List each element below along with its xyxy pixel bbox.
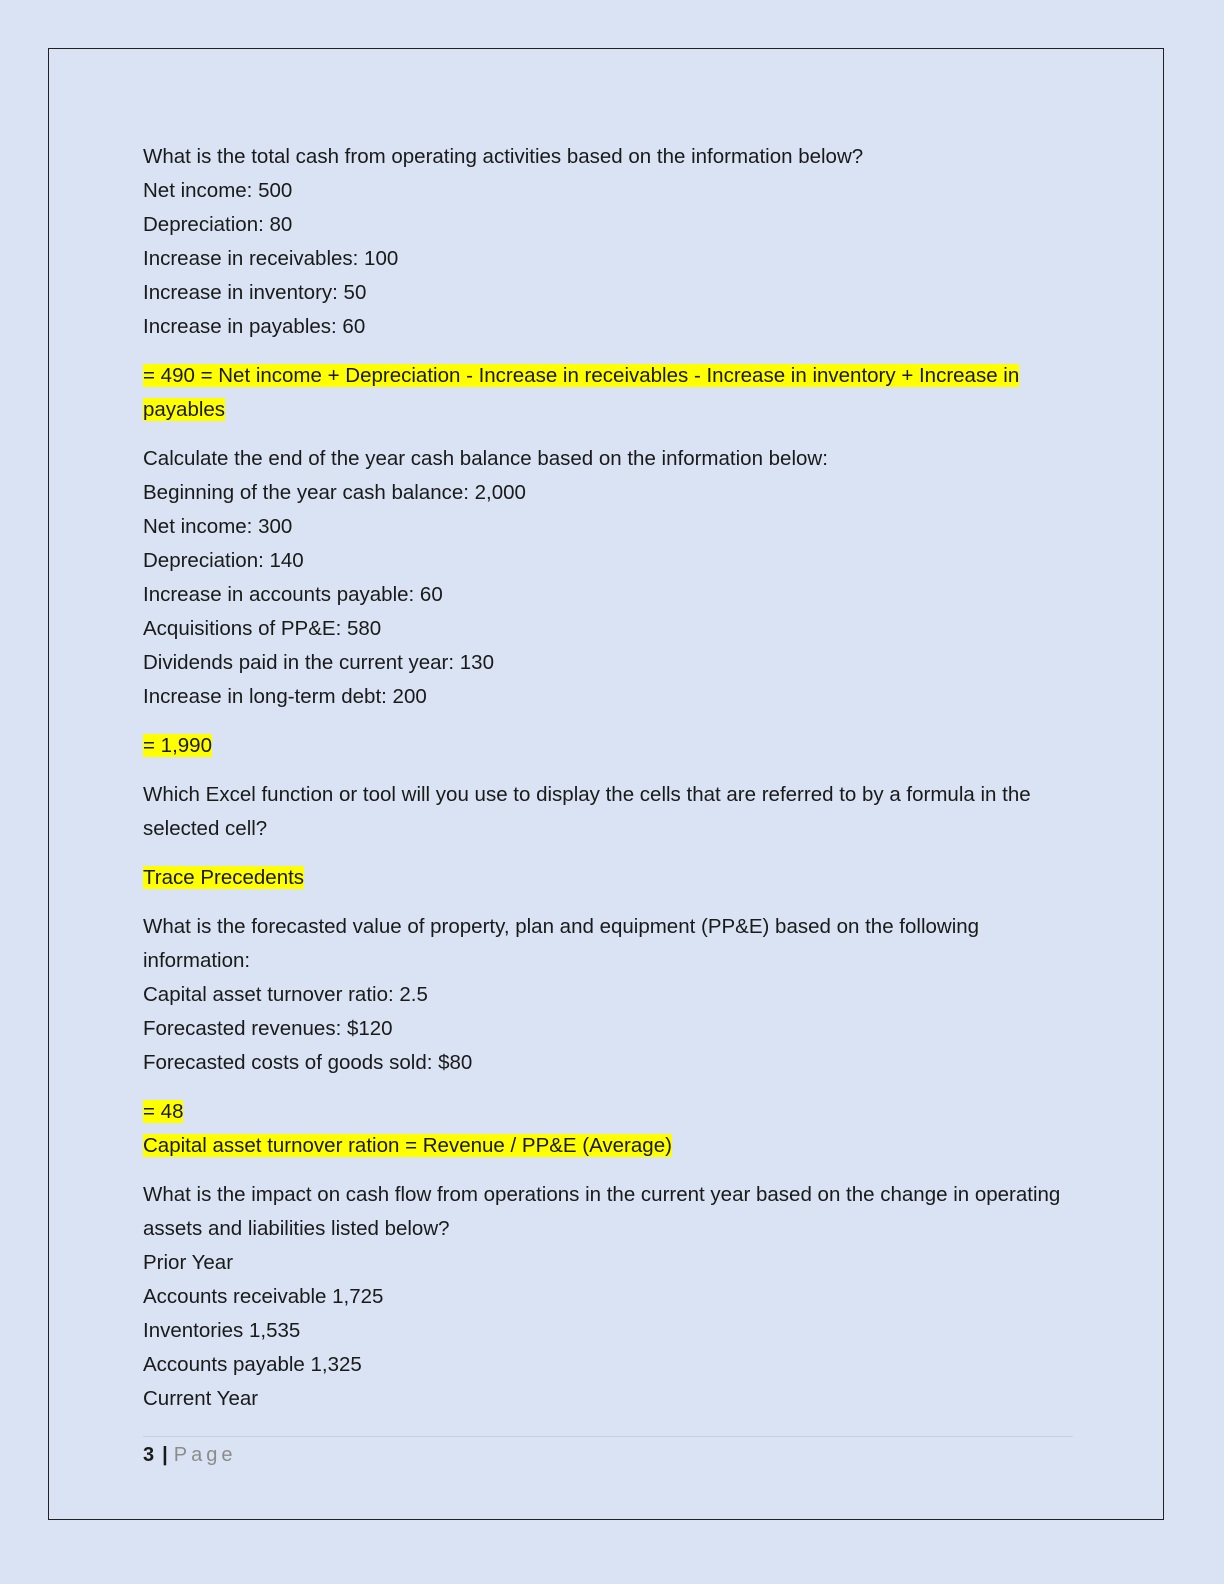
data-item: Forecasted revenues: $120 <box>143 1017 393 1040</box>
highlighted-answer: = 1,990 <box>143 734 212 757</box>
question-text: What is the total cash from operating activities based on the information below? <box>143 145 864 168</box>
data-item: Current Year <box>143 1387 259 1410</box>
data-item: Dividends paid in the current year: 130 <box>143 651 494 674</box>
page-label: Page <box>173 1444 237 1466</box>
data-item: Increase in receivables: 100 <box>143 247 399 270</box>
question-text: Which Excel function or tool will you use to display the cells that are referred to by a formula in the selected cell? <box>143 783 1031 840</box>
document-body <box>143 140 1073 1416</box>
data-item: Forecasted costs of goods sold: $80 <box>143 1051 473 1074</box>
data-item: Prior Year <box>143 1251 234 1274</box>
page-footer <box>143 1436 1073 1471</box>
data-item: Accounts receivable 1,725 <box>143 1285 384 1308</box>
question-2 <box>143 442 1073 714</box>
data-item: Acquisitions of PP&E: 580 <box>143 617 382 640</box>
data-item: Increase in long-term debt: 200 <box>143 685 427 708</box>
highlighted-answer: = 490 = Net income + Depreciation - Increase in receivables - Increase in inventory + Increase in payables <box>143 364 1020 421</box>
data-item: Capital asset turnover ratio: 2.5 <box>143 983 428 1006</box>
answer-2 <box>143 729 1073 763</box>
footer-separator: | <box>162 1444 168 1466</box>
highlighted-answer: Capital asset turnover ration = Revenue / PP&E (Average) <box>143 1134 672 1157</box>
data-item: Net income: 500 <box>143 179 293 202</box>
data-item: Increase in inventory: 50 <box>143 281 367 304</box>
question-1 <box>143 140 1073 344</box>
highlighted-answer: = 48 <box>143 1100 184 1123</box>
question-text: Calculate the end of the year cash balance based on the information below: <box>143 447 828 470</box>
question-text: What is the impact on cash flow from operations in the current year based on the change in operating assets and liabilities listed below? <box>143 1183 1061 1240</box>
answer-4 <box>143 1095 1073 1163</box>
data-item: Depreciation: 80 <box>143 213 293 236</box>
data-item: Depreciation: 140 <box>143 549 304 572</box>
question-5 <box>143 1178 1073 1416</box>
page-number: 3 <box>143 1444 155 1466</box>
data-item: Inventories 1,535 <box>143 1319 301 1342</box>
answer-3 <box>143 861 1073 895</box>
highlighted-answer: Trace Precedents <box>143 866 305 889</box>
data-item: Increase in payables: 60 <box>143 315 366 338</box>
data-item: Accounts payable 1,325 <box>143 1353 362 1376</box>
question-4 <box>143 910 1073 1080</box>
answer-1 <box>143 359 1073 427</box>
question-3 <box>143 778 1073 846</box>
data-item: Net income: 300 <box>143 515 293 538</box>
question-text: What is the forecasted value of property, plan and equipment (PP&E) based on the following information: <box>143 915 980 972</box>
data-item: Increase in accounts payable: 60 <box>143 583 443 606</box>
data-item: Beginning of the year cash balance: 2,000 <box>143 481 526 504</box>
